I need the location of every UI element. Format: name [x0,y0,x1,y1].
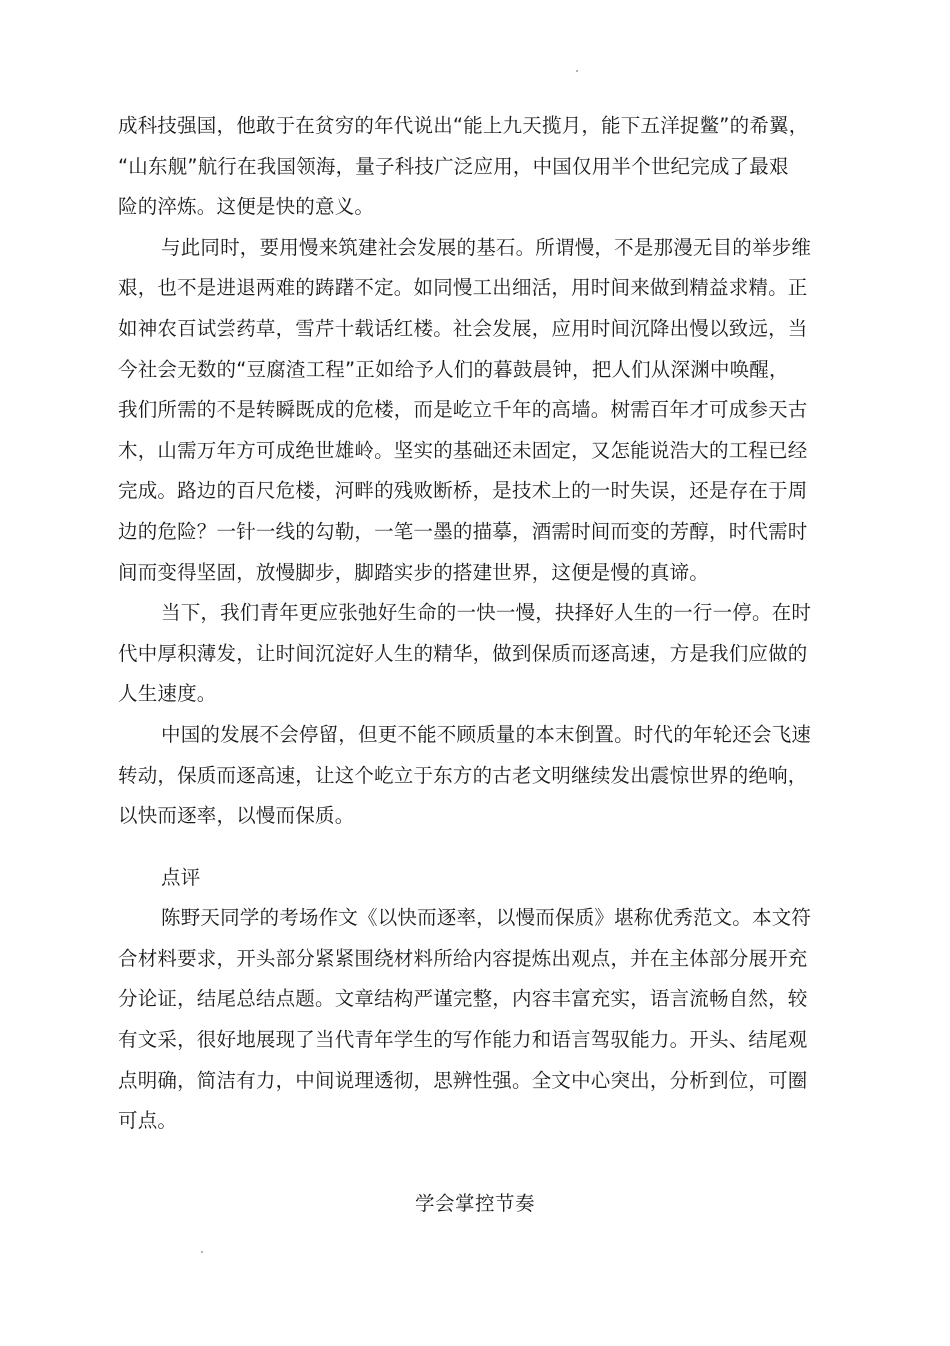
next-essay-title: 学会掌控节奏 [414,1192,535,1215]
text-line: 代中厚积薄发，让时间沉淀好人生的精华，做到保质而逐高速，方是我们应做的 [118,641,808,665]
essay-paragraph-2 [118,228,833,593]
text-line: 与此同时，要用慢来筑建社会发展的基石。所谓慢，不是那漫无目的举步维 [161,235,812,259]
text-line: 艰，也不是进退两难的踌躇不定。如同慢工出细活，用时间来做到精益求精。正 [118,276,808,300]
text-line: 边的危险？一针一线的勾勒，一笔一墨的描摹，酒需时间而变的芳醇，时代需时 [118,519,808,543]
text-line: 间而变得坚固，放慢脚步，脚踏实步的搭建世界，这便是慢的真谛。 [118,560,710,584]
text-line: 陈野天同学的考场作文《以快而逐率，以慢而保质》堪称优秀范文。本文符 [161,906,812,930]
text-line: 完成。路边的百尺危楼，河畔的残败断桥，是技术上的一时失误，还是存在于周 [118,479,808,503]
essay-body [118,106,833,1142]
text-line: 有文采，很好地展现了当代青年学生的写作能力和语言驾驭能力。开头、结尾观 [118,1028,808,1052]
text-line: 合材料要求，开头部分紧紧围绕材料所给内容提炼出观点，并在主体部分展开充 [118,946,808,970]
text-line: 人生速度。 [118,682,217,706]
text-line: 我们所需的不是转瞬既成的危楼，而是屹立千年的高墙。树需百年才可成参天古 [118,398,808,422]
scan-speck [201,1251,203,1253]
text-line: 分论证，结尾总结点题。文章结构严谨完整，内容丰富充实，语言流畅自然，较 [118,987,808,1011]
text-line: 点明确，简洁有力，中间说理透彻，思辨性强。全文中心突出，分析到位，可圈 [118,1068,808,1092]
text-line: 转动，保质而逐高速，让这个屹立于东方的古老文明继续发出震惊世界的绝响， [118,763,808,787]
text-line: 险的淬炼。这便是快的意义。 [118,195,375,219]
text-line: “山东舰”航行在我国领海，量子科技广泛应用，中国仅用半个世纪完成了最艰 [118,154,789,178]
scan-speck [576,70,578,72]
text-line: 中国的发展不会停留，但更不能不顾质量的本末倒置。时代的年轮还会飞速 [161,722,812,746]
section-gap [118,837,833,858]
review-section [118,858,833,1142]
text-line: 可点。 [118,1109,178,1133]
essay-paragraph-1 [118,106,833,228]
review-label: 点评 [161,865,201,889]
text-line: 当下，我们青年更应张弛好生命的一快一慢，抉择好人生的一行一停。在时 [161,601,812,625]
text-line: 如神农百试尝药草，雪芹十载话红楼。社会发展，应用时间沉降出慢以致远，当 [118,316,808,340]
text-line: 今社会无数的“豆腐渣工程”正如给予人们的暮鼓晨钟，把人们从深渊中唤醒， [118,357,789,381]
text-line: 成科技强国，他敢于在贫穷的年代说出“能上九天揽月，能下五洋捉鳖”的希翼， [118,114,809,137]
essay-paragraph-3 [118,593,833,715]
text-line: 木，山需万年方可成绝世雄岭。坚实的基础还未固定，又怎能说浩大的工程已经 [118,438,808,462]
text-line: 以快而逐率，以慢而保质。 [118,804,355,828]
essay-paragraph-4 [118,715,833,837]
